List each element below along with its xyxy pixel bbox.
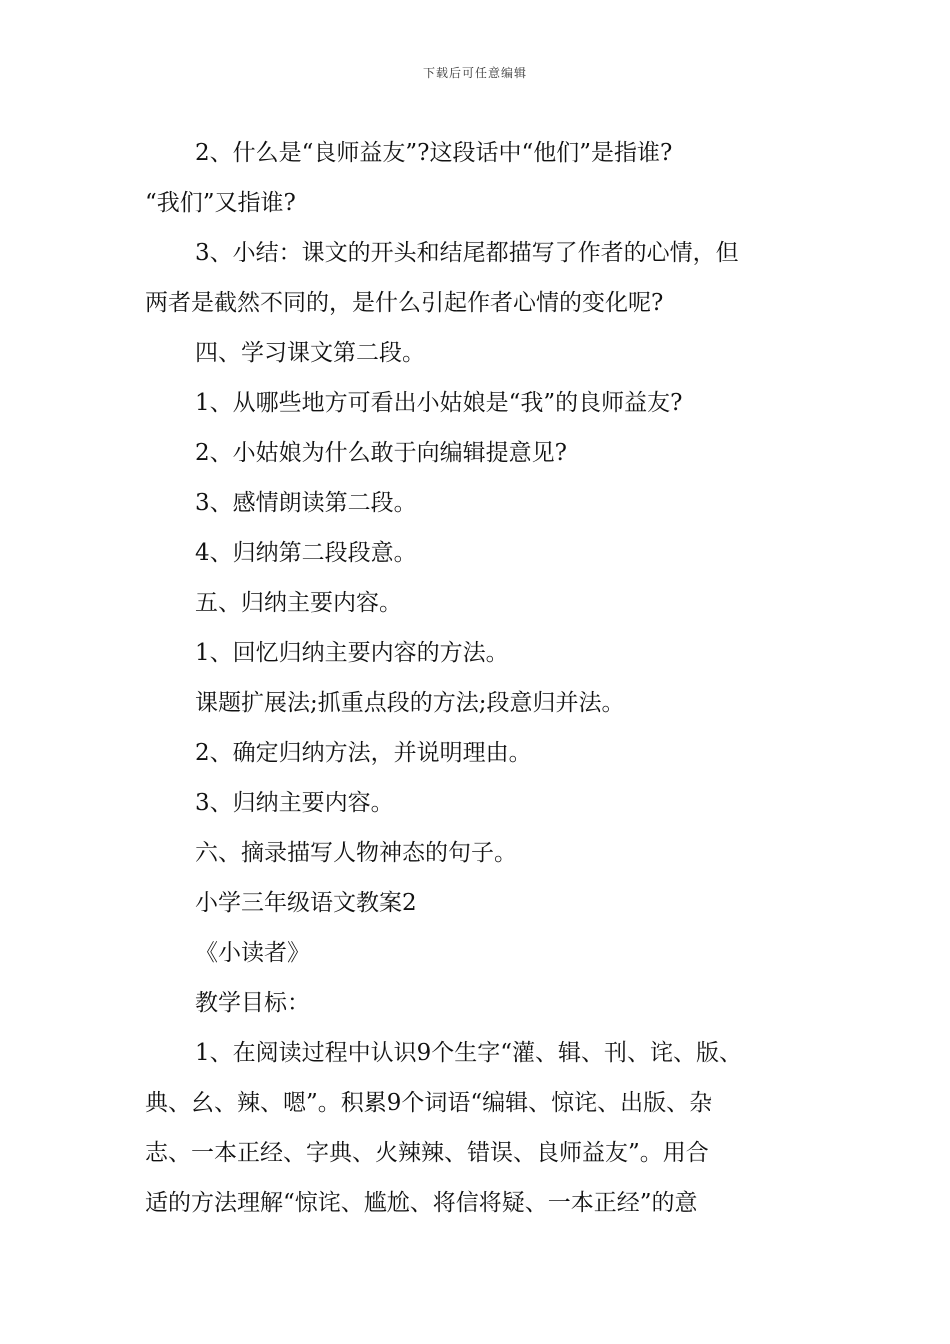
lesson-title: 小学三年级语文教案2 bbox=[195, 890, 417, 916]
page-header: 下载后可任意编辑 bbox=[422, 66, 527, 80]
section-heading: 四、学习课文第二段。 bbox=[195, 340, 425, 366]
text-line: 2、确定归纳方法，并说明理由。 bbox=[195, 740, 532, 766]
text-line: 典、幺、辣、嗯”。积累9个词语“编辑、惊诧、出版、杂 bbox=[145, 1090, 713, 1116]
text-line: 1、回忆归纳主要内容的方法。 bbox=[195, 640, 509, 666]
text-line: 2、小姑娘为什么敢于向编辑提意见? bbox=[195, 440, 567, 466]
text-line: 3、感情朗读第二段。 bbox=[195, 490, 417, 516]
text-line: 4、归纳第二段段意。 bbox=[195, 540, 417, 566]
text-line: 1、从哪些地方可看出小姑娘是“我”的良师益友? bbox=[195, 390, 683, 416]
text-line: 课题扩展法;抓重点段的方法;段意归并法。 bbox=[195, 690, 625, 716]
text-line: 两者是截然不同的，是什么引起作者心情的变化呢? bbox=[145, 290, 664, 316]
text-title: 《小读者》 bbox=[195, 940, 310, 966]
text-line: 3、归纳主要内容。 bbox=[195, 790, 394, 816]
section-heading: 六、摘录描写人物神态的句子。 bbox=[195, 840, 517, 866]
text-line: 适的方法理解“惊诧、尴尬、将信将疑、一本正经”的意 bbox=[145, 1190, 698, 1216]
section-heading: 教学目标： bbox=[195, 990, 310, 1016]
document-body bbox=[145, 128, 815, 1228]
text-line: 3、小结：课文的开头和结尾都描写了作者的心情，但 bbox=[195, 240, 739, 266]
text-line: 志、一本正经、字典、火辣辣、错误、良师益友”。用合 bbox=[145, 1140, 709, 1166]
text-line: 1、在阅读过程中认识9个生字“灌、辑、刊、诧、版、 bbox=[195, 1040, 743, 1066]
text-line: “我们”又指谁? bbox=[145, 190, 296, 216]
section-heading: 五、归纳主要内容。 bbox=[195, 590, 402, 616]
text-line: 2、什么是“良师益友”?这段话中“他们”是指谁? bbox=[195, 140, 673, 166]
